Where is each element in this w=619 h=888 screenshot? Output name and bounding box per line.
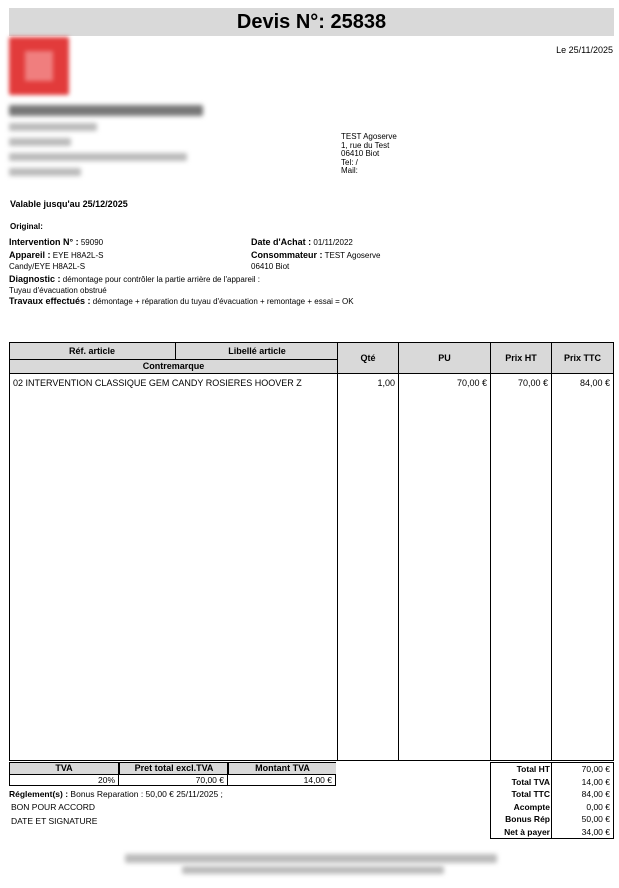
tva-pret-value: 70,00 € (195, 775, 224, 785)
total-ht-value: 70,00 € (581, 764, 610, 774)
tva-header: TVA (10, 763, 118, 775)
appareil-label: Appareil : (9, 250, 51, 260)
header-libelle: Libellé article (175, 343, 338, 359)
row-libelle: 02 INTERVENTION CLASSIQUE GEM CANDY ROSIERES HOOVER Z (13, 378, 302, 388)
client-address-block (341, 133, 397, 176)
total-tva-label: Total TVA (511, 776, 550, 787)
consommateur-line (251, 250, 380, 261)
acompte-label: Acompte (513, 801, 550, 812)
travaux-label: Travaux effectués : (9, 296, 91, 306)
intervention-line (9, 237, 103, 248)
montant-header: Montant TVA (228, 763, 336, 775)
total-ttc-value: 84,00 € (581, 789, 610, 799)
row-qte: 1,00 (377, 378, 395, 388)
date-achat-value: 01/11/2022 (313, 238, 353, 247)
diagnostic-label: Diagnostic : (9, 274, 61, 284)
bonus-rep-value: 50,00 € (581, 814, 610, 824)
pret-header: Pret total excl.TVA (119, 763, 228, 775)
column-divider (551, 343, 552, 760)
total-ttc-label: Total TTC (511, 789, 550, 799)
consommateur-value: TEST Agoserve (324, 251, 381, 260)
bonus-rep-label: Bonus Rép (505, 814, 550, 824)
document-date: Le 25/11/2025 (556, 45, 613, 55)
totals-table (490, 762, 614, 839)
appareil-line2: Candy/EYE H8A2L-S (9, 262, 86, 271)
header-ref: Réf. article (10, 343, 174, 359)
consommateur-line2: 06410 Biot (251, 262, 290, 271)
header-contremarque: Contremarque (10, 360, 337, 374)
intervention-value: 59090 (80, 238, 104, 247)
net-a-payer-row (491, 827, 613, 840)
original-label: Original: (10, 222, 43, 231)
acompte-value: 0,00 € (586, 801, 610, 812)
tva-table (9, 762, 336, 786)
client-name: TEST Agoserve (341, 132, 397, 141)
intervention-label: Intervention N° : (9, 237, 79, 247)
appareil-value: EYE H8A2L-S (52, 251, 104, 260)
tva-rate: 20% (97, 775, 115, 785)
date-achat-label: Date d'Achat : (251, 237, 312, 247)
company-line-redacted (9, 168, 81, 176)
travaux-value: démontage + réparation du tuyau d'évacuation + remontage + essai = OK (92, 297, 354, 306)
client-city: 06410 Biot (341, 149, 380, 159)
header-pu: PU (399, 343, 490, 374)
total-tva-value: 14,00 € (581, 776, 610, 787)
bonus-rep-row (491, 814, 613, 827)
items-table (9, 342, 614, 761)
total-ttc-row (491, 789, 613, 802)
client-address: 1, rue du Test (341, 140, 390, 150)
reglement-label: Réglement(s) : (9, 789, 69, 799)
validity-date: Valable jusqu'au 25/12/2025 (10, 199, 128, 209)
footer-legal-redacted (125, 854, 497, 863)
column-divider (398, 343, 399, 760)
diagnostic-line2: Tuyau d'évacuation obstrué (9, 286, 107, 295)
company-name-redacted (9, 105, 203, 116)
header-qte: Qté (338, 343, 398, 374)
client-tel: Tel: / (341, 157, 358, 167)
company-logo (9, 37, 69, 95)
column-divider (337, 343, 338, 760)
appareil-line (9, 250, 103, 261)
bon-pour-accord: BON POUR ACCORD (11, 802, 96, 812)
date-achat-line (251, 237, 353, 248)
total-ht-label: Total HT (516, 764, 550, 774)
consommateur-label: Consommateur : (251, 250, 323, 260)
footer-legal-redacted (182, 866, 444, 874)
diagnostic-value: démontage pour contrôler la partie arrière de l'appareil : (62, 275, 260, 284)
document-title: Devis N°: 25838 (9, 8, 614, 36)
row-pu: 70,00 € (456, 378, 487, 388)
company-line-redacted (9, 123, 97, 131)
company-line-redacted (9, 138, 71, 146)
date-et-signature: DATE ET SIGNATURE (11, 816, 98, 826)
tva-montant-value: 14,00 € (303, 775, 332, 785)
acompte-row (491, 802, 613, 815)
row-prix-ht: 70,00 € (517, 378, 548, 388)
diagnostic-line (9, 274, 260, 285)
reglement-value: Bonus Reparation : 50,00 € 25/11/2025 ; (70, 789, 223, 799)
reglement-line (9, 789, 223, 799)
total-tva-row (491, 777, 613, 790)
column-divider (490, 343, 491, 760)
total-ht-row (491, 764, 613, 777)
row-prix-ttc: 84,00 € (579, 378, 610, 388)
net-a-payer-value: 34,00 € (581, 826, 610, 837)
net-a-payer-label: Net à payer (504, 826, 550, 837)
client-mail: Mail: (341, 166, 358, 176)
header-prix-ht: Prix HT (491, 343, 551, 374)
header-prix-ttc: Prix TTC (552, 343, 613, 374)
travaux-line (9, 296, 354, 307)
company-line-redacted (9, 153, 187, 161)
